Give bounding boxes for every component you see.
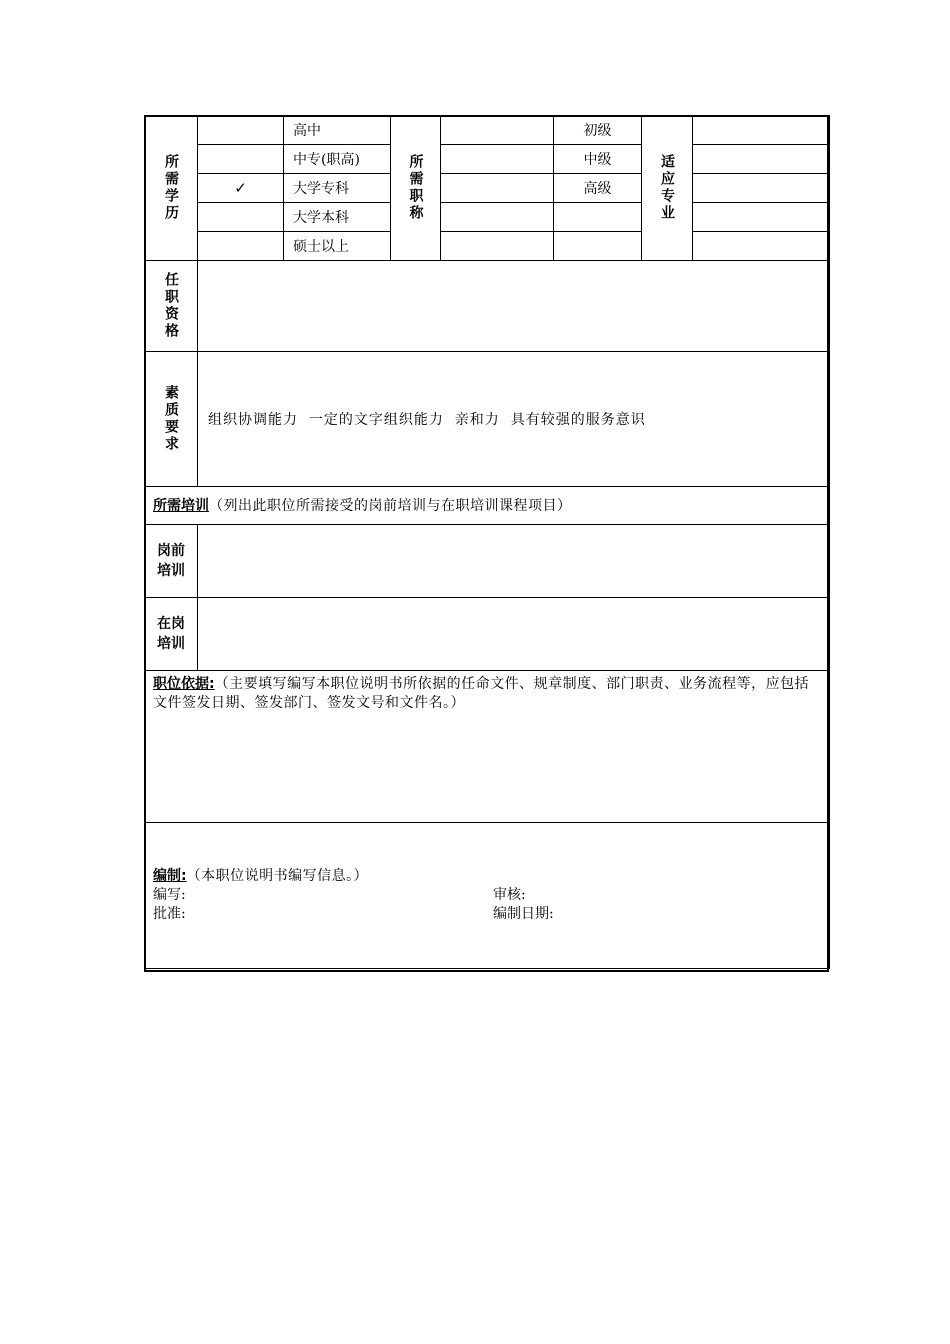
qualification-label: 任职资格 [163,272,179,340]
pre-training-label-2: 培训 [157,563,185,579]
on-training-value[interactable] [198,598,830,671]
date-label[interactable]: 编制日期: [493,906,554,922]
education-label: 所需学历 [163,154,179,222]
title-input-cell[interactable] [441,232,554,261]
basis-cell[interactable] [145,671,830,823]
education-check-cell[interactable] [198,116,284,145]
title-input-cell[interactable] [441,145,554,174]
pre-training-value[interactable] [198,525,830,598]
compile-cell [145,823,830,969]
job-description-form [144,115,830,969]
training-heading-row [145,487,830,525]
major-input-cell[interactable] [693,232,830,261]
title-label-cell [391,116,441,261]
basis-note: （主要填写编写本职位说明书所依据的任命文件、规章制度、部门职责、业务流程等，应包括文件签发日期、签发部门、签发文号和文件名。） [153,676,810,711]
on-training-label-1: 在岗 [157,616,185,632]
writer-label[interactable]: 编写: [153,887,186,903]
title-label: 所需职称 [407,154,424,222]
on-training-label-2: 培训 [157,636,185,652]
major-input-cell[interactable] [693,174,830,203]
title-input-cell[interactable] [441,203,554,232]
education-check-mark[interactable]: ✓ [198,174,284,203]
education-option: 硕士以上 [284,232,391,261]
major-input-cell[interactable] [693,145,830,174]
education-label-cell [145,116,198,261]
major-label: 适应专业 [659,154,675,222]
pre-training-label-cell [145,525,198,598]
education-option: 大学本科 [284,203,391,232]
education-check-cell[interactable] [198,232,284,261]
education-option: 大学专科 [284,174,391,203]
education-option: 高中 [284,116,391,145]
title-grade: 高级 [554,174,642,203]
reviewer-label[interactable]: 审核: [493,887,526,903]
quality-label-cell [145,352,198,487]
title-grade: 初级 [554,116,642,145]
education-check-cell[interactable] [198,203,284,232]
compile-heading: 编制: [153,868,187,884]
approver-label[interactable]: 批准: [153,906,186,922]
title-grade-empty [554,203,642,232]
major-input-cell[interactable] [693,203,830,232]
title-grade: 中级 [554,145,642,174]
qualification-value[interactable] [198,261,830,352]
compile-note: （本职位说明书编写信息。） [186,868,369,884]
title-input-cell[interactable] [441,116,554,145]
quality-label: 素质要求 [163,385,179,453]
pre-training-label-1: 岗前 [157,543,185,559]
quality-value[interactable]: 组织协调能力 一定的文字组织能力 亲和力 具有较强的服务意识 [198,352,830,487]
education-option: 中专(职高) [284,145,391,174]
major-input-cell[interactable] [693,116,830,145]
title-input-cell[interactable] [441,174,554,203]
title-grade-empty [554,232,642,261]
training-heading: 所需培训 [153,497,209,514]
education-check-cell[interactable] [198,145,284,174]
major-label-cell [642,116,693,261]
training-note: （列出此职位所需接受的岗前培训与在职培训课程项目） [209,497,572,514]
basis-heading: 职位依据: [153,676,215,692]
on-training-label-cell [145,598,198,671]
qualification-label-cell [145,261,198,352]
